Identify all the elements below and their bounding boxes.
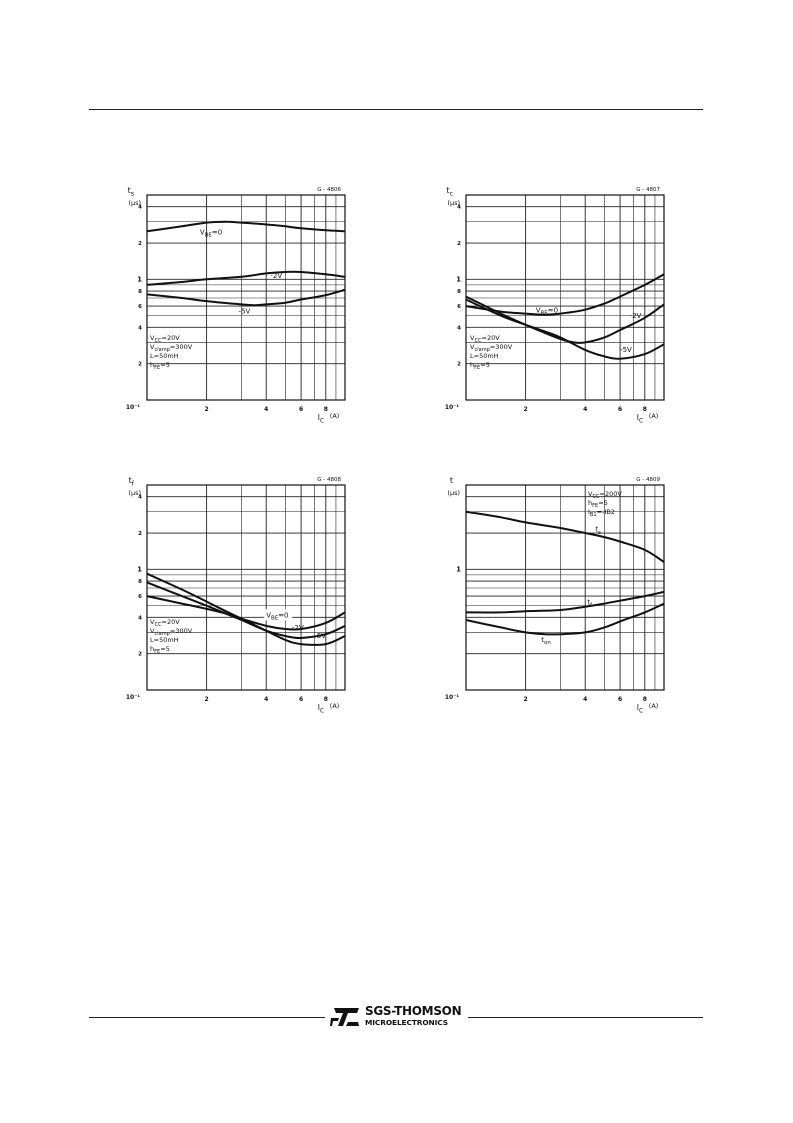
condition-label: $h_{FE}=5$: [588, 499, 608, 509]
y-tick-label: 8: [138, 289, 142, 296]
condition-label: $V_{CC}=20V$: [150, 618, 180, 628]
y-tick-label: 1: [137, 275, 142, 284]
x-axis-label: $I_C$: [317, 413, 325, 425]
y-tick-label: 1: [137, 565, 142, 574]
y-axis-label: t: [449, 476, 453, 485]
header-rule: [89, 109, 703, 110]
y-tick-label: 2: [138, 531, 142, 538]
x-axis-unit: (A): [329, 412, 340, 420]
footer-rule-right: [468, 1017, 703, 1018]
x-tick-label: 4: [264, 696, 269, 703]
corner-tick-label: 10⁻¹: [125, 694, 140, 701]
condition-label: $V_{clamp}=300V$: [470, 343, 513, 353]
y-tick-label: 4: [138, 204, 142, 211]
y-axis-label: $t_c$: [446, 186, 453, 198]
series-label: $t_f$: [587, 598, 593, 609]
x-tick-label: 8: [323, 696, 328, 703]
y-tick-label: 8: [138, 579, 142, 586]
series-label: -2V: [629, 311, 642, 320]
series-line: [466, 274, 664, 314]
y-tick-label: 6: [138, 304, 142, 311]
x-axis-unit: (A): [648, 412, 659, 420]
x-tick-label: 6: [617, 406, 623, 413]
series-line: [147, 290, 345, 306]
y-tick-label: 4: [138, 494, 142, 501]
condition-label: $V_{CC}=20V$: [470, 334, 500, 344]
x-tick-label: 6: [298, 696, 304, 703]
y-tick-label: 4: [457, 325, 461, 332]
y-tick-label: 1: [456, 565, 461, 574]
series-label: -2V: [292, 623, 304, 632]
y-tick-label: 4: [138, 615, 142, 622]
series-line: [466, 604, 664, 635]
footer-logo: [330, 1005, 465, 1031]
chart-fall-time-vs-collector-current: [100, 462, 360, 715]
brand-name: SGS-THOMSON: [365, 1004, 462, 1018]
x-tick-label: 2: [523, 696, 528, 703]
series-line: [466, 592, 664, 613]
series-line: [147, 272, 345, 285]
condition-label: $V_{CC}=20V$: [150, 334, 180, 344]
y-axis-unit: (µs): [128, 199, 141, 207]
series-label: $V_{BE}=0$: [266, 611, 289, 622]
x-tick-label: 4: [264, 406, 269, 413]
corner-tick-label: 10⁻¹: [444, 694, 459, 701]
y-axis-unit: (µs): [447, 199, 460, 207]
plot-frame: [466, 195, 664, 400]
x-tick-label: 2: [523, 406, 528, 413]
x-tick-label: 8: [642, 406, 647, 413]
condition-label: $V_{clamp}=300V$: [150, 627, 193, 637]
y-axis-unit: (µs): [128, 489, 141, 497]
y-tick-label: 2: [457, 361, 461, 368]
y-axis-label: $t_s$: [127, 186, 134, 198]
chart-code: G - 4809: [636, 477, 660, 483]
series-label: -5V: [238, 307, 251, 316]
condition-label: $h_{FE}=5$: [150, 645, 170, 655]
corner-tick-label: 10⁻¹: [125, 404, 140, 411]
brand-subtitle: MICROELECTRONICS: [365, 1018, 448, 1027]
condition-label: L=50mH: [150, 636, 179, 644]
y-tick-label: 2: [138, 361, 142, 368]
condition-label: $V_{clamp}=300V$: [150, 343, 193, 353]
st-logo-icon: [330, 1006, 360, 1028]
x-tick-label: 4: [583, 696, 588, 703]
chart-code: G - 4807: [636, 187, 660, 193]
y-axis-unit: (µs): [447, 489, 460, 497]
y-tick-label: 2: [138, 241, 142, 248]
x-axis-label: $I_C$: [636, 413, 644, 425]
y-tick-label: 8: [457, 289, 461, 296]
y-tick-label: 6: [138, 594, 142, 601]
series-label: $t_s$: [595, 525, 601, 536]
chart-crossover-time-vs-collector-current: [444, 172, 678, 425]
x-tick-label: 8: [323, 406, 328, 413]
series-label: -2V: [270, 271, 283, 280]
series-label: -5V: [620, 345, 632, 354]
condition-label: $h_{FE}=5$: [470, 361, 490, 371]
chart-storage-time-vs-collector-current: [100, 172, 360, 425]
x-axis-label: $I_C$: [317, 703, 325, 715]
x-axis-unit: (A): [329, 702, 340, 710]
condition-label: $h_{FE}=5$: [150, 361, 170, 371]
y-tick-label: 6: [457, 304, 461, 311]
x-axis-unit: (A): [648, 702, 659, 710]
condition-label: $V_{CC}=200V$: [588, 490, 622, 500]
y-axis-label: $t_f$: [128, 476, 134, 488]
x-tick-label: 6: [617, 696, 623, 703]
footer-rule-left: [89, 1017, 325, 1018]
chart-switching-times-vs-collector-current: [444, 462, 678, 715]
series-label: $V_{BE}=0$: [199, 228, 223, 239]
series-line: [147, 222, 345, 232]
x-tick-label: 2: [204, 406, 209, 413]
y-tick-label: 2: [138, 651, 142, 658]
y-tick-label: 4: [138, 325, 142, 332]
chart-code: G - 4808: [317, 477, 341, 483]
series-line: [466, 512, 664, 562]
y-tick-label: 4: [457, 204, 461, 211]
series-label: $t_{on}$: [541, 635, 551, 647]
x-tick-label: 6: [298, 406, 304, 413]
corner-tick-label: 10⁻¹: [444, 404, 459, 411]
x-tick-label: 4: [583, 406, 588, 413]
x-axis-label: $I_C$: [636, 703, 644, 715]
x-tick-label: 8: [642, 696, 647, 703]
series-label: $V_{BE}=0$: [535, 306, 559, 317]
y-tick-label: 2: [457, 241, 461, 248]
condition-label: L=50mH: [470, 352, 499, 360]
condition-label: L=50mH: [150, 352, 179, 360]
condition-label: $I_{B1}=-IB2$: [588, 508, 615, 518]
x-tick-label: 2: [204, 696, 209, 703]
y-tick-label: 1: [456, 275, 461, 284]
chart-code: G - 4806: [317, 187, 341, 193]
series-label: -5V: [314, 631, 327, 640]
